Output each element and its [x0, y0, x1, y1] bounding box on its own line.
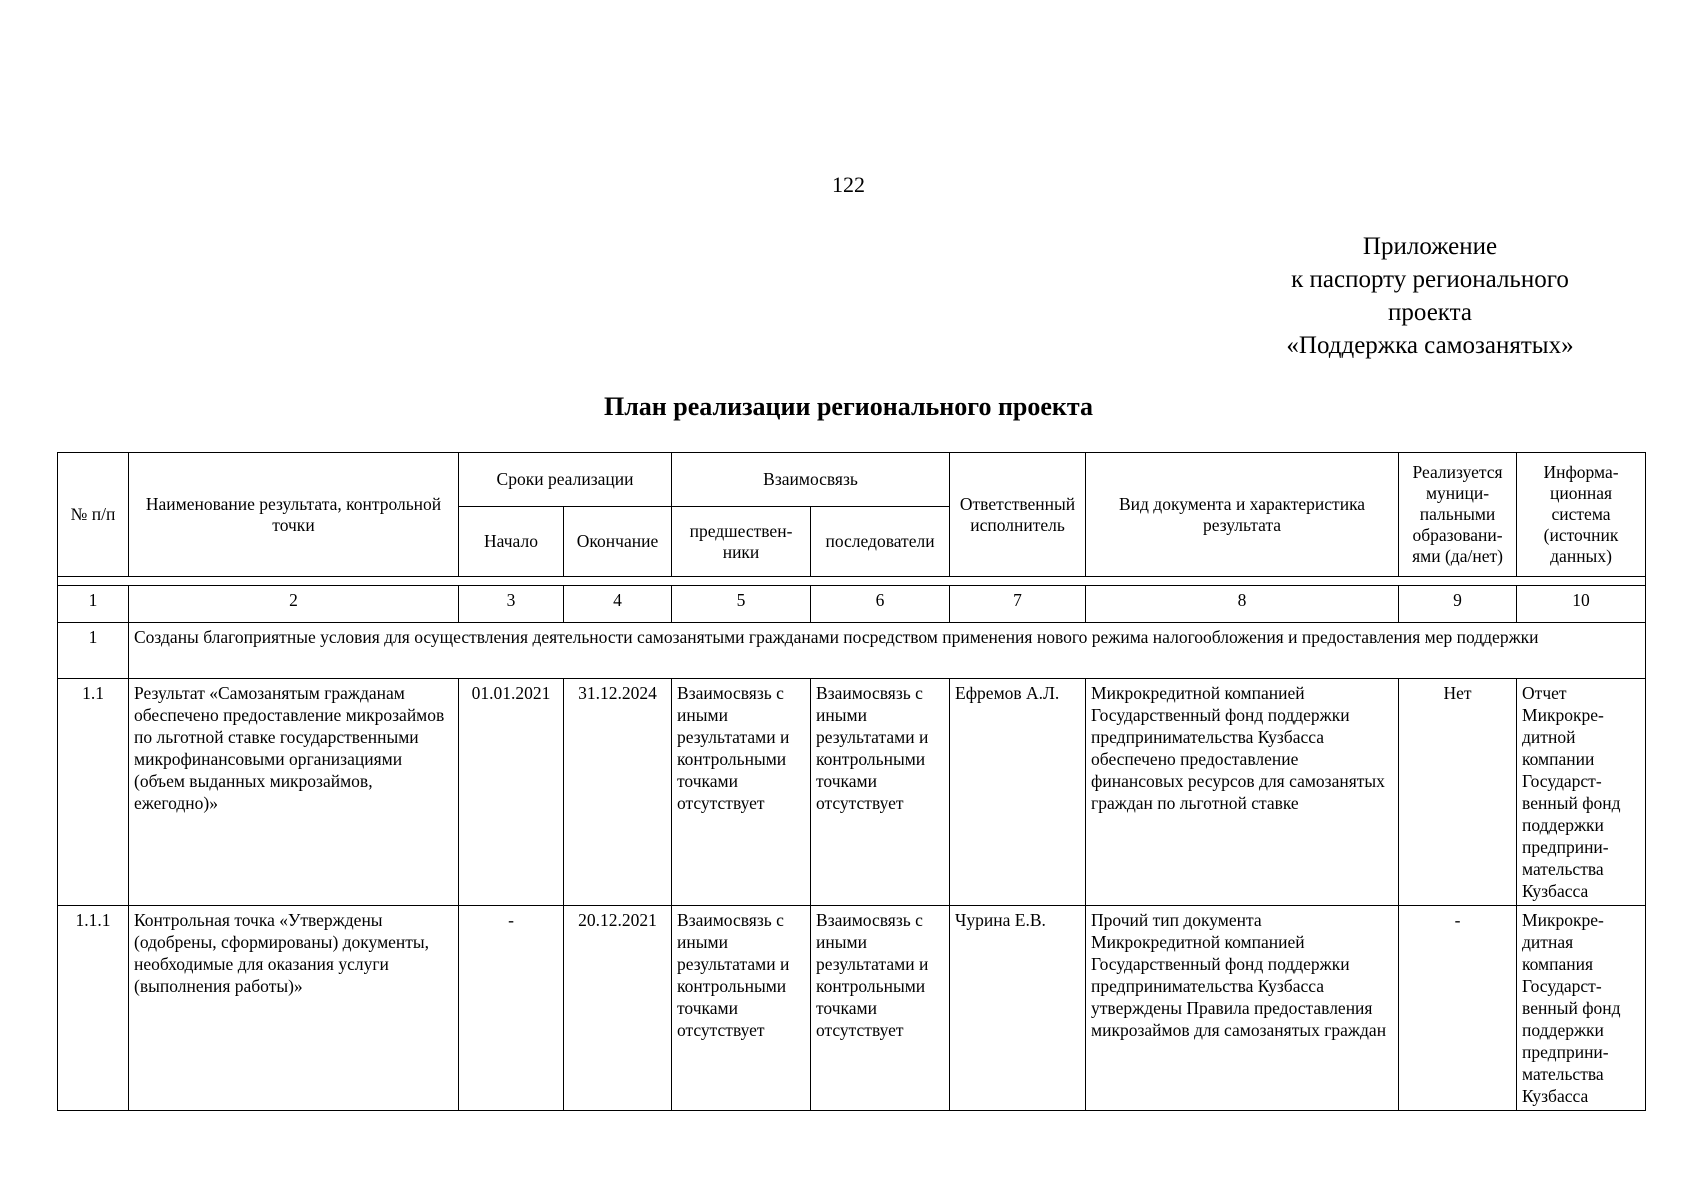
appendix-line: Приложение	[1362, 233, 1498, 260]
row-info-system: Микрокре-дитная компания Государст-венный фонд поддержки предприни-мательства Кузбасса	[1517, 906, 1646, 1111]
row-municipal: Нет	[1399, 679, 1517, 906]
header-predecessors: предшествен-ники	[672, 507, 811, 577]
table-row	[58, 679, 1646, 906]
header-doc-type: Вид документа и характеристика результата	[1086, 453, 1399, 577]
plan-title: План реализации регионального проекта	[604, 392, 1093, 421]
header-municipal: Реализуется муници-пальными образовани-ями (да/нет)	[1399, 453, 1517, 577]
row-predecessors: Взаимосвязь с иными результатами и контрольными точками отсутствует	[672, 906, 811, 1111]
column-number: 9	[1399, 586, 1517, 623]
row-successors: Взаимосвязь с иными результатами и контрольными точками отсутствует	[811, 679, 950, 906]
row-predecessors: Взаимосвязь с иными результатами и контрольными точками отсутствует	[672, 679, 811, 906]
row-start: 01.01.2021	[459, 679, 564, 906]
appendix-line: проекта	[1388, 299, 1472, 326]
header-num: № п/п	[58, 453, 129, 577]
row-end: 31.12.2024	[564, 679, 672, 906]
column-number: 6	[811, 586, 950, 623]
appendix-note	[1260, 230, 1600, 362]
row-info-system: Отчет Микрокре-дитной компании Государст-венный фонд поддержки предприни-мательства Кузбасса	[1517, 679, 1646, 906]
column-number: 2	[129, 586, 459, 623]
header-separator	[58, 577, 1646, 586]
row-start: -	[459, 906, 564, 1111]
row-doc-type: Прочий тип документа Микрокредитной компанией Государственный фонд поддержки предпринимательства Кузбасса утверждены Правила предоставления микрозаймов для самозанятых граждан	[1086, 906, 1399, 1111]
table-row	[58, 906, 1646, 1111]
page-number: 122	[832, 172, 865, 197]
column-number: 3	[459, 586, 564, 623]
header-name: Наименование результата, контрольной точки	[129, 453, 459, 577]
section-text: Созданы благоприятные условия для осуществления деятельности самозанятыми гражданами посредством применения нового режима налогообложения и предоставления мер поддержки	[129, 623, 1646, 679]
section-row	[58, 623, 1646, 679]
row-municipal: -	[1399, 906, 1517, 1111]
row-name: Контрольная точка «Утверждены (одобрены, сформированы) документы, необходимые для оказания услуги (выполнения работы)»	[129, 906, 459, 1111]
header-responsible: Ответственный исполнитель	[950, 453, 1086, 577]
header-successors: последователи	[811, 507, 950, 577]
column-number: 7	[950, 586, 1086, 623]
row-num: 1.1.1	[58, 906, 129, 1111]
header-info-system: Информа-ционная система (источник данных)	[1517, 453, 1646, 577]
row-responsible: Ефремов А.Л.	[950, 679, 1086, 906]
appendix-line: «Поддержка самозанятых»	[1286, 332, 1574, 359]
row-doc-type: Микрокредитной компанией Государственный фонд поддержки предпринимательства Кузбасса обеспечено предоставление финансовых ресурсов для самозанятых граждан по льготной ставке	[1086, 679, 1399, 906]
section-num: 1	[58, 623, 129, 679]
column-number: 10	[1517, 586, 1646, 623]
header-terms: Сроки реализации	[459, 453, 672, 507]
row-end: 20.12.2021	[564, 906, 672, 1111]
header-end: Окончание	[564, 507, 672, 577]
header-start: Начало	[459, 507, 564, 577]
column-number: 5	[672, 586, 811, 623]
row-num: 1.1	[58, 679, 129, 906]
plan-table	[57, 452, 1646, 1111]
column-number: 4	[564, 586, 672, 623]
column-number-row	[58, 586, 1646, 623]
row-responsible: Чурина Е.В.	[950, 906, 1086, 1111]
column-number: 8	[1086, 586, 1399, 623]
header-row	[58, 453, 1646, 507]
header-relation: Взаимосвязь	[672, 453, 950, 507]
row-name: Результат «Самозанятым гражданам обеспечено предоставление микрозаймов по льготной ставке государственными микрофинансовыми организациями (объем выданных микрозаймов, ежегодно)»	[129, 679, 459, 906]
column-number: 1	[58, 586, 129, 623]
appendix-line: к паспорту регионального	[1291, 266, 1569, 293]
row-successors: Взаимосвязь с иными результатами и контрольными точками отсутствует	[811, 906, 950, 1111]
